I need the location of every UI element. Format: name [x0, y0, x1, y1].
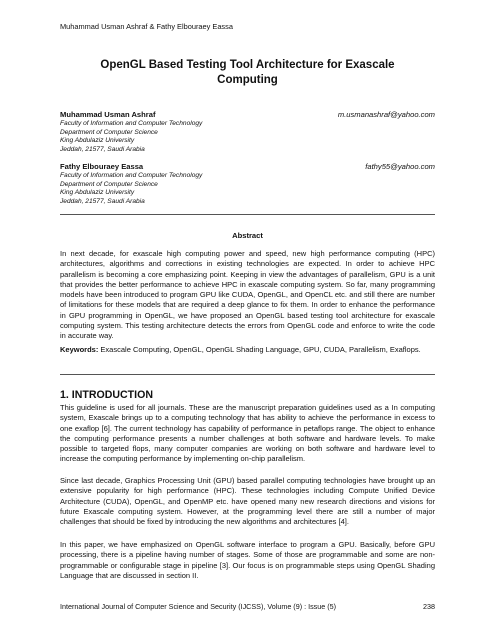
- affiliation-line: Department of Computer Science: [60, 128, 158, 136]
- author-name: Fathy Elbouraey Eassa: [60, 162, 144, 171]
- author-email: m.usmanashraf@yahoo.com: [337, 110, 435, 119]
- author-name: Muhammad Usman Ashraf: [60, 110, 156, 119]
- affiliation-line: Jeddah, 21577, Saudi Arabia: [60, 145, 145, 153]
- author-block-2: [60, 162, 435, 206]
- body-paragraph: Since last decade, Graphics Processing Unit (GPU) based parallel computing technologies have brought up an extensive popularity for high performance (HPC). These technologies including Compute Unified Device Architecture (CUDA), OpenGL, and OpenMP etc. have opened many new research directions and visions for future Exascale computing system. However, at the programming level there are still a number of major challenges that should be fixed by introducing the new algorithms and architectures [4].: [60, 476, 435, 527]
- keywords: [60, 345, 435, 355]
- author-block-1: [60, 110, 435, 154]
- body-paragraph: In this paper, we have emphasized on OpenGL software interface to program a GPU. Basically, before GPU processing, there is a pipeline having number of stages. Some of those are programmable and some are non-programmable or configurable stage in pipeline [3]. Our focus is on programmable steps using OpenGL Shading Language that are discussed in section II.: [60, 540, 435, 580]
- affiliation-line: King Abdulaziz University: [60, 189, 135, 197]
- affiliation-line: King Abdulaziz University: [60, 137, 135, 145]
- page-number: 238: [423, 602, 435, 611]
- keywords-label: Keywords:: [60, 345, 99, 354]
- abstract-heading: Abstract: [232, 231, 263, 240]
- abstract-text: In next decade, for exascale high computing power and speed, new high performance computing (HPC) architectures, algorithms and corrections in existing technologies are expected. In order to achieve HPC parallelism is becoming a core emphasizing point. Keeping in view the advantages of parallelism, GPU is a unit that provides the better performance to achieve HPC in exascale computing system. So far, many programming models have been introduced to program GPU like CUDA, OpenGL, and OpenCL etc. and still there are number of limitations for these models that are required a deep glance to fix them. In order to enhance the performance in GPU programming in OpenGL, we have proposed an OpenGL based testing tool architecture for exascale computing system. This testing architecture detects the errors from OpenGL code and enforce to write the code in accurate way.: [60, 249, 435, 341]
- footer-journal: International Journal of Computer Science and Security (IJCSS), Volume (9) : Issue (5): [60, 602, 337, 611]
- affiliation-line: Jeddah, 21577, Saudi Arabia: [60, 197, 145, 205]
- divider: [60, 374, 435, 375]
- keywords-text: Exascale Computing, OpenGL, OpenGL Shading Language, GPU, CUDA, Parallelism, Exaflops.: [98, 345, 421, 354]
- running-head: Muhammad Usman Ashraf & Fathy Elbouraey Eassa: [60, 22, 233, 31]
- section-heading: 1. INTRODUCTION: [60, 389, 153, 401]
- body-paragraph: This guideline is used for all journals. These are the manuscript preparation guidelines used as a In computing system, Exascale brings up to a computing technology that has ability to achieve the performance in excess to one exaflop [6]. The current technology has capability of performance in petaflops range. The object to enhance the computing performance presents a number challenges at both software and hardware levels. To make possible to targeted flops, many computer companies are working on both software and hardware level to increase the computing performance by implementing on-chip parallelism.: [60, 403, 435, 464]
- affiliation-line: Faculty of Information and Computer Technology: [60, 120, 203, 127]
- author-email: fathy55@yahoo.com: [365, 162, 435, 171]
- affiliation-line: Department of Computer Science: [60, 180, 158, 188]
- divider: [60, 214, 435, 215]
- affiliation-line: Faculty of Information and Computer Technology: [60, 172, 203, 179]
- paper-title: OpenGL Based Testing Tool Architecture for Exascale Computing: [100, 59, 395, 86]
